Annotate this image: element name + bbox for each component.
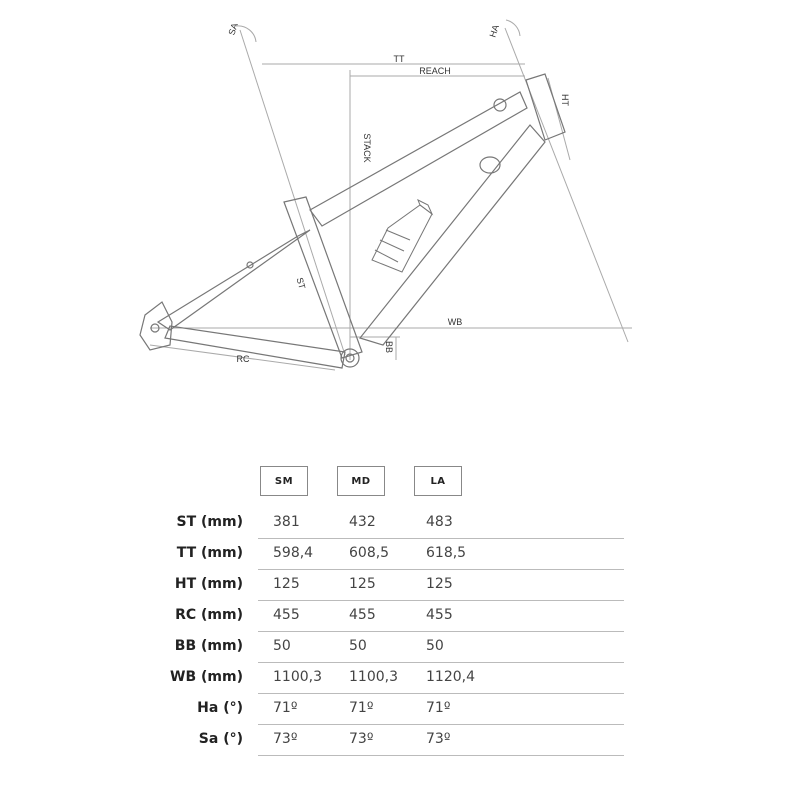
table-cell: 125 — [349, 576, 376, 592]
st-label: ST — [294, 276, 308, 291]
table-cell: 1100,3 — [349, 669, 398, 685]
sa-angle-arc — [236, 26, 256, 42]
seat-stay — [158, 230, 310, 330]
row-divider — [258, 538, 624, 539]
bottle-cage — [372, 200, 432, 272]
table-cell: 455 — [426, 607, 453, 623]
table-cell: 50 — [273, 638, 291, 654]
table-cell: 50 — [349, 638, 367, 654]
cage-straps — [375, 230, 410, 262]
row-divider — [258, 600, 624, 601]
table-cell: 483 — [426, 514, 453, 530]
table-cell: 73º — [349, 731, 374, 747]
tt-label: TT — [393, 54, 405, 64]
table-cell: 381 — [273, 514, 300, 530]
sa-label: SA — [226, 21, 240, 37]
down-tube-boss — [480, 157, 500, 173]
row-divider — [258, 631, 624, 632]
rc-label: RC — [236, 354, 250, 364]
seat-angle-line — [240, 30, 345, 355]
table-cell: 71º — [273, 700, 298, 716]
row-label: Ha (°) — [197, 700, 243, 716]
row-divider — [258, 662, 624, 663]
table-cell: 618,5 — [426, 545, 467, 561]
table-cell: 432 — [349, 514, 376, 530]
row-label: WB (mm) — [170, 669, 243, 685]
table-cell: 125 — [426, 576, 453, 592]
ha-label: HA — [487, 23, 501, 39]
bb-label: BB — [384, 340, 394, 354]
bottle-cap — [418, 200, 432, 214]
stack-label: STACK — [362, 133, 372, 163]
row-label: RC (mm) — [175, 607, 243, 623]
row-label: HT (mm) — [174, 576, 243, 592]
water-bottle — [372, 205, 432, 272]
table-cell: 73º — [273, 731, 298, 747]
table-cell: 125 — [273, 576, 300, 592]
row-divider — [258, 569, 624, 570]
row-divider — [258, 755, 624, 756]
bike-frame-outline — [140, 74, 565, 368]
row-label: BB (mm) — [174, 638, 243, 654]
table-cell: 1100,3 — [273, 669, 322, 685]
table-cell: 73º — [426, 731, 451, 747]
wb-label: WB — [447, 317, 463, 327]
row-divider — [258, 693, 624, 694]
table-cell: 71º — [426, 700, 451, 716]
row-divider — [258, 724, 624, 725]
table-cell: 455 — [273, 607, 300, 623]
table-cell: 71º — [349, 700, 374, 716]
size-header-sm: SM — [260, 466, 308, 496]
head-angle-line — [505, 28, 628, 342]
row-label: Sa (°) — [198, 731, 243, 747]
table-cell: 608,5 — [349, 545, 390, 561]
size-header-md: MD — [337, 466, 385, 496]
table-cell: 598,4 — [273, 545, 314, 561]
chain-stay — [165, 326, 345, 368]
table-cell: 50 — [426, 638, 444, 654]
size-header-la: LA — [414, 466, 462, 496]
ht-dimension-line — [548, 78, 570, 160]
row-label: TT (mm) — [176, 545, 243, 561]
table-cell: 455 — [349, 607, 376, 623]
ht-label: HT — [560, 94, 570, 106]
table-cell: 1120,4 — [426, 669, 475, 685]
down-tube — [360, 125, 545, 345]
rear-dropout — [140, 302, 172, 350]
reach-label: REACH — [419, 66, 451, 76]
row-label: ST (mm) — [176, 514, 243, 530]
ha-angle-arc — [506, 20, 520, 36]
